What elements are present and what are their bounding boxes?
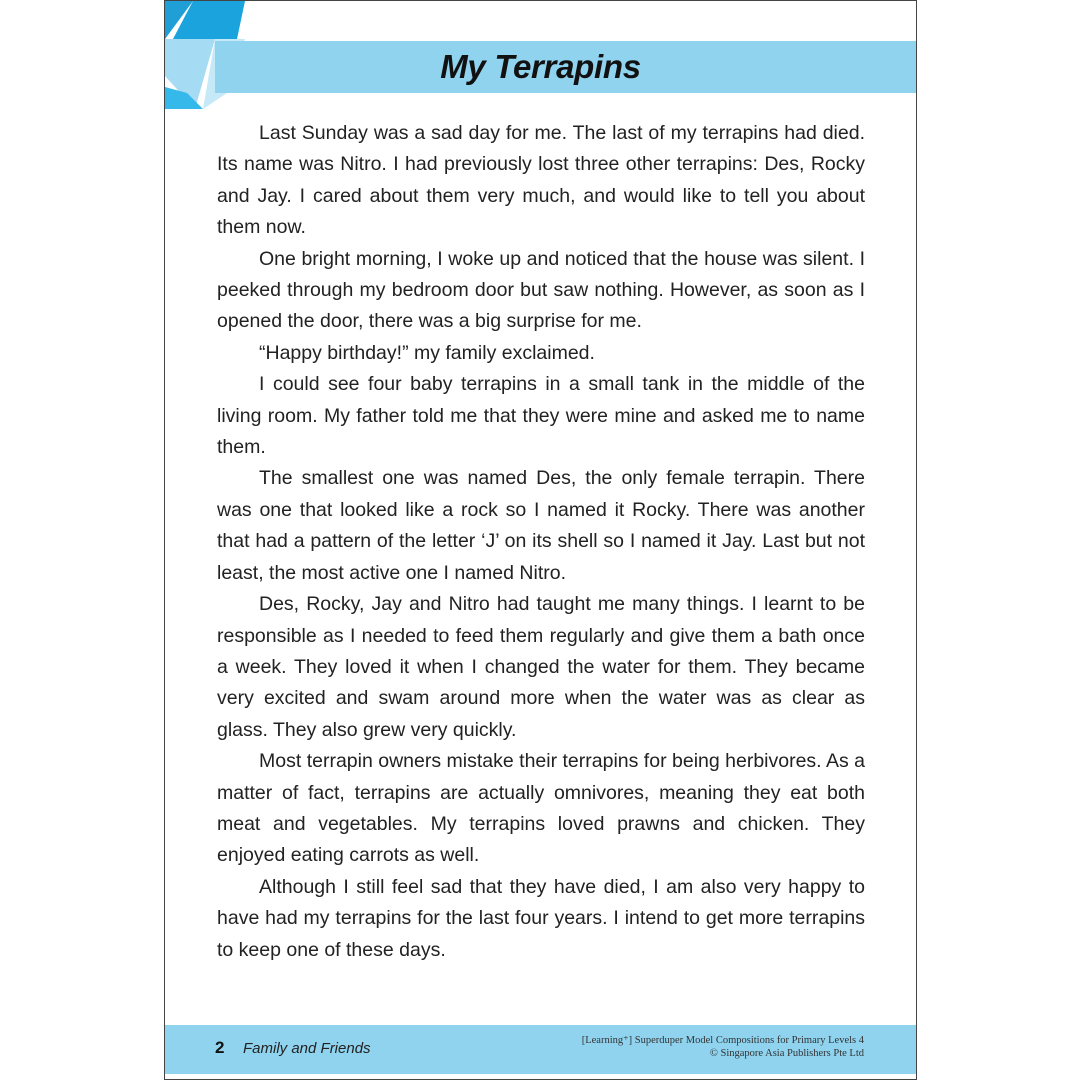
paragraph: Last Sunday was a sad day for me. The last of my terrapins had died. Its name was Nitro. I had previously lost three other terrapins: Des, Rocky and Jay. I cared about them very much, and would like to tell you about them now.: [217, 122, 865, 239]
paragraph: One bright morning, I woke up and noticed that the house was silent. I peeked through my bedroom door but saw nothing. However, as soon as I opened the door, there was a big surprise for me.: [217, 247, 865, 333]
section-title: Family and Friends: [243, 1040, 371, 1057]
paragraph: Des, Rocky, Jay and Nitro had taught me many things. I learnt to be responsible as I needed to feed them regularly and give them a bath once a week. They loved it when I changed the water for them. They became very excited and swam around more when the water was as clear as glass. They also grew very quickly.: [217, 593, 865, 741]
page-title: My Terrapins: [440, 48, 641, 85]
paragraph: The smallest one was named Des, the only female terrapin. There was one that looked like a rock so I named it Rocky. There was another that had a pattern of the letter ‘J’ on its shell so I named it Jay. Last but not least, the most active one I named Nitro.: [217, 467, 865, 584]
book-page: [164, 0, 917, 1080]
paragraph: Most terrapin owners mistake their terrapins for being herbivores. As a matter of fact, terrapins are actually omnivores, meaning they eat both meat and vegetables. My terrapins loved prawns and chicken. They enjoyed eating carrots as well.: [217, 750, 865, 867]
book-title-line: [Learning⁺] Superduper Model Compositions for Primary Levels 4: [581, 1035, 864, 1046]
publisher-credits: [582, 1034, 864, 1060]
page-number: 2: [215, 1038, 225, 1057]
paragraph: “Happy birthday!” my family exclaimed.: [259, 341, 595, 364]
paragraph: I could see four baby terrapins in a small tank in the middle of the living room. My father told me that they were mine and asked me to name them.: [217, 373, 865, 459]
composition-body: [217, 118, 865, 966]
paragraph: Although I still feel sad that they have died, I am also very happy to have had my terrapins for the last four years. I intend to get more terrapins to keep one of these days.: [217, 875, 865, 961]
copyright-line: © Singapore Asia Publishers Pte Ltd: [709, 1048, 864, 1059]
footer-strip: [165, 1074, 916, 1079]
